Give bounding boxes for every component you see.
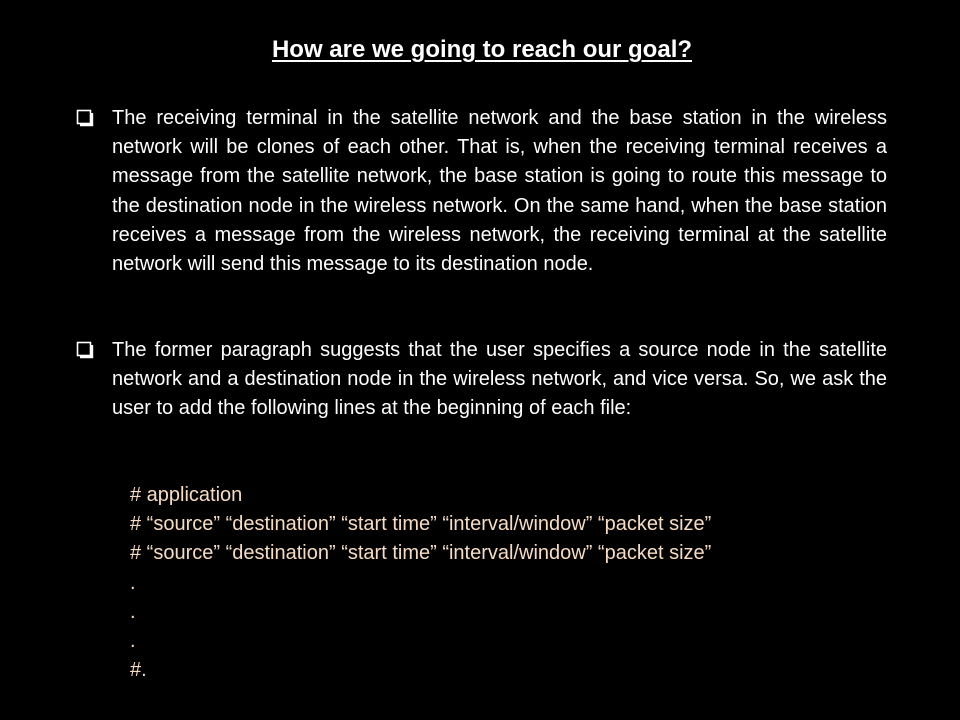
code-block bbox=[130, 481, 711, 685]
slide-title: How are we going to reach our goal? bbox=[271, 36, 693, 63]
code-line: # application bbox=[130, 484, 243, 506]
code-line: . bbox=[130, 571, 136, 594]
code-line: # “source” “destination” “start time” “interval/window” “packet size” bbox=[130, 542, 712, 565]
bullet-point bbox=[75, 336, 887, 424]
bullet-text: The receiving terminal in the satellite network and the base station in the wireless network will be clones of each other. That is, when the receiving terminal receives a message from the satellite network, the base station is going to route this message to the destination node in the wireless network. On the same hand, when the base station receives a message from the wireless network, the receiving terminal at the satellite network will send this message to its destination node. bbox=[112, 107, 887, 276]
code-line: #. bbox=[130, 659, 147, 682]
code-line: . bbox=[130, 600, 136, 623]
checkbox-bullet-icon bbox=[75, 104, 95, 133]
code-line: # “source” “destination” “start time” “interval/window” “packet size” bbox=[130, 513, 712, 536]
code-line: . bbox=[130, 629, 136, 652]
bullet-text: The former paragraph suggests that the user specifies a source node in the satellite network and a destination node in the wireless network, and vice versa. So, we ask the user to add the following lines at the beginning of each file: bbox=[112, 339, 887, 420]
checkbox-bullet-icon bbox=[75, 336, 95, 365]
bullet-point bbox=[75, 104, 887, 279]
